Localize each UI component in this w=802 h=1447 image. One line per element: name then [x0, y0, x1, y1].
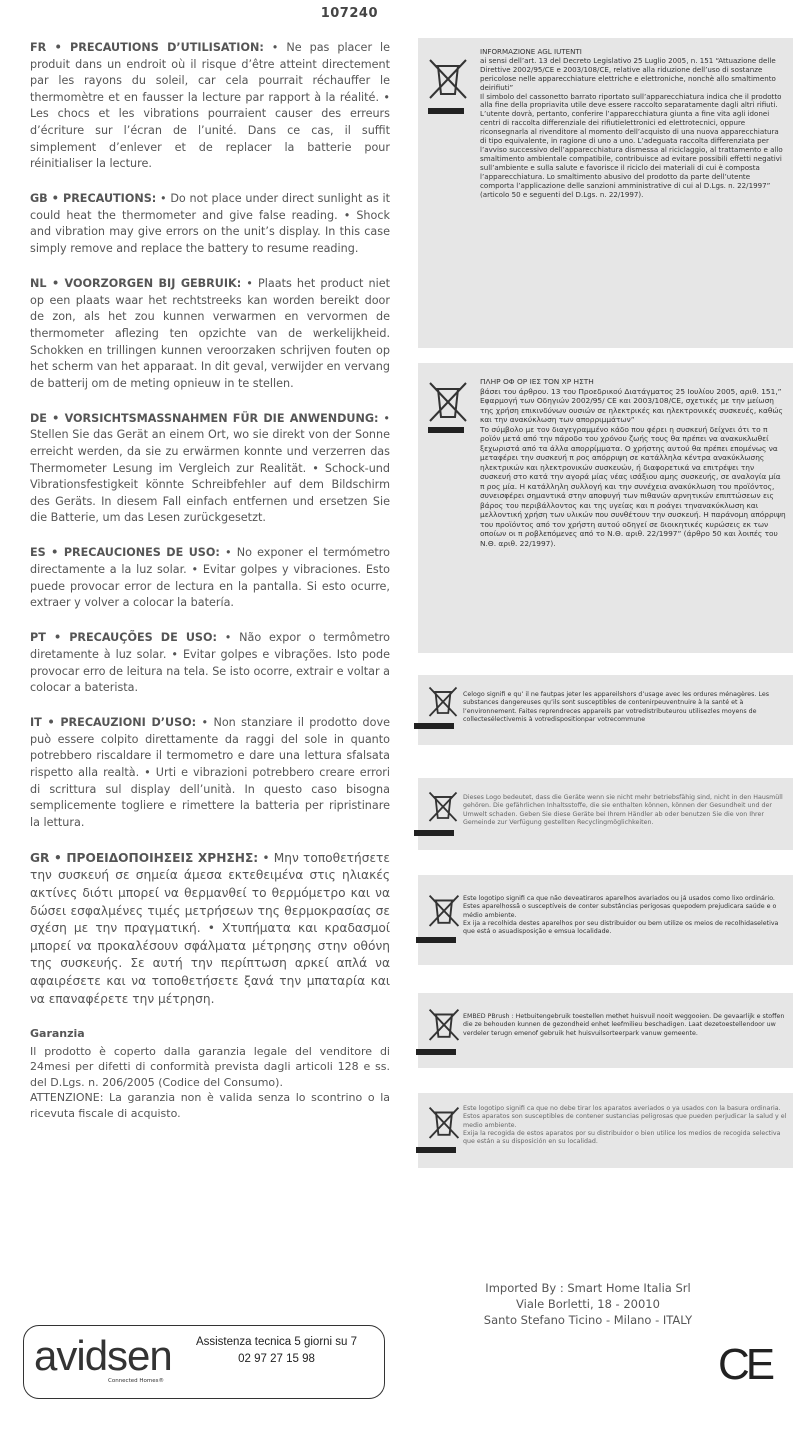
importer-info	[428, 1280, 748, 1328]
weee-text: Dieses Logo bedeutet, dass die Geräte wenn sie nicht mehr betriebsfähig sind, nicht in den Hausmüll gehören. Die gefährlichen Inhaltsstoffe, die sie enthalten können, können der Gesundheit und der Umwelt schaden. Geben Sie diese Geräte bei Ihrem Händler ab oder benutzen Sie die von Ihrer Gemeinde zur Verfügung gestellten Recyclingmöglichkeiten.	[463, 794, 783, 826]
section-it	[30, 715, 390, 831]
weee-bar	[416, 1049, 456, 1055]
section-heading: GR • ΠΡΟΕΙΔΟΠΟΙΗΣΕΙΣ ΧΡΗΣΗΣ:	[30, 850, 259, 865]
weee-bar	[414, 830, 454, 836]
brand-tagline: Connected Homes®	[108, 1378, 164, 1384]
section-de	[30, 411, 390, 527]
avidsen-logo: avidsen	[34, 1332, 172, 1379]
support-info	[174, 1334, 379, 1368]
weee-box-de	[418, 778, 793, 850]
importer-street: Viale Borletti, 18 - 20010	[516, 1297, 660, 1311]
crossed-bin-icon	[428, 1005, 460, 1043]
support-hours: Assistenza tecnica 5 giorni su 7	[195, 1336, 358, 1348]
weee-bar	[428, 427, 464, 433]
weee-text: Este logotipo signifi ca que no debe tirar los aparatos averiados o ya usados con la basura ordinaria. Estos aparatos son susceptibles de contener sustancias peligrosas que pueden perjudicar la salud y el medio ambiente. Exija la recogida de estos aparatos por su distribuidor o bien utilice los medios de recogida selectiva que están a su disposición en su localidad.	[463, 1105, 787, 1146]
weee-bar	[416, 937, 456, 943]
precautions-column	[30, 40, 390, 1122]
brand-support-box	[23, 1325, 385, 1399]
section-nl	[30, 276, 390, 392]
section-gb	[30, 191, 390, 257]
weee-box-it	[418, 38, 793, 348]
importer-name: Imported By : Smart Home Italia Srl	[485, 1281, 691, 1295]
section-text: • Ne pas placer le produit dans un endroit où il risque d’être atteint directement par les rayons du soleil, car cela pourrait réchauffer le thermomètre et en fausser la lecture par rapport à la réalité. • Les chocs et les vibrations pourraient causer des erreurs d’écriture sur l’écran de l’unité. Dans ce cas, il suffit simplement d’enlever et de replacer la batterie pour réinitialiser la lecture.	[30, 41, 391, 171]
section-es	[30, 545, 390, 611]
weee-box-pt	[418, 875, 793, 965]
section-heading: ES • PRECAUCIONES DE USO:	[30, 546, 220, 560]
warranty-notice: ATTENZIONE: La garanzia non è valida senza lo scontrino o la ricevuta fiscale di acquisto.	[30, 1091, 390, 1121]
section-heading: PT • PRECAUÇÕES DE USO:	[30, 631, 217, 645]
importer-city: Santo Stefano Ticino - Milano - ITALY	[483, 1313, 693, 1327]
weee-box-gr	[418, 363, 793, 653]
warranty-title: Garanzia	[30, 1026, 85, 1040]
support-phone: 02 97 27 15 98	[238, 1353, 315, 1365]
section-pt	[30, 630, 390, 696]
crossed-bin-icon	[428, 1103, 460, 1141]
weee-text: ΠΛΗΡ ΟΦ ΟΡ ΙΕΣ ΤΟΝ ΧΡ ΗΣΤΗ βάσει του άρθρου. 13 του Προεδρικού Διατάγματος 25 Ιουλίου 2005, αριθ. 151,” Εφαρμογή των Οδηγιών 2002/95/ CE και 2003/108/CE, σχετικές με την μείωση της χρήση επικινδύνων ουσιών σε ηλεκτρικές και ηλεκτρονικές συσκευές, καθώς και την ανακύκλωση των απορριμμάτων” Το σύμβολο με τον διαγεγραμμένο κάδο που φέρει η συσκευή δείχνει ότι το π ροϊόν μετά από την πάροδο του χρόνου ζωής τους θα πρέπει να ανακυκλωθεί ξεχωριστά από τα άλλα απορρίμματα. Ο χρήστης αυτού θα πρέπει επομένως να μεταφέρει την συσκευή π ρος απόρριψη σε κατάλληλα κέντρα ανακύκλωσης ηλεκτρικών και ηλεκτρονικών συσκευών, ή διαφορετικά να επιτρέψει την συσκευή στο κατά την αγορά μίας νέας ισάξιου αμης συσκευής, σε αναλογία μία π ρος μία. Η κατάλληλη συλλογή και την συνέχεια ανακύκλωση του προϊόντος, συνεισφέρει σημαντικά στην αποφυγή των πιθανών αρνητικών επιπτώσεων εις βάρος του περιβάλλοντος και της υγείας και π ροάγει τηνανακύκλωση και μελλοντική χρήση των υλικών που συνθέτουν την συσκευή. Η παράνομη απόρριψη του προϊόντος από τον χρήστη αυτού οδηγεί σε διοικητικές κυρώσεις εκ των οποίων οι π ροβλεπόμενες από το Ν.Θ. αριθ. 22/1997” (άρθρο 50 και λοιπές του Ν.Θ. αριθ. 22/1997).	[480, 377, 786, 548]
weee-box-nl	[418, 993, 793, 1068]
ce-mark: CE	[718, 1340, 772, 1389]
section-heading: IT • PRECAUZIONI D’USO:	[30, 716, 197, 730]
crossed-bin-icon	[428, 683, 458, 719]
crossed-bin-icon	[428, 56, 468, 100]
weee-bar	[428, 108, 464, 114]
weee-text: Celogo signifi e qu’ il ne fautpas jeter les appareilshors d’usage avec les ordures ménagères. Les substances dangereuses qu’ils sont susceptibles de contenirpeuventnuire à la santé et à l’environnement. Faites reprendreces appareils par votredistributeurou utilisezles moyens de collectesélectivemis à votredispositionpar votrecommune	[463, 691, 770, 723]
weee-text: Este logotipo signifi ca que não deveatiraros aparelhos avariados ou já usados como lixo ordinário. Estes aparelhossã o susceptíveis de conter substâncias perigosas quepodem prejudicara saúde e o médio ambiente. Ex ija a recolhida destes aparelhos por seu distribuidor ou bem utilize os meios de recolhidaseletiva que está o asuadisposição e emsua localidade.	[463, 895, 779, 936]
section-text: • Non stanziare il prodotto dove può essere colpito direttamente da raggi del sole in quanto potrebbero riscaldare il termometro e dare una lettura sfalsata rispetto alla realtà. • Urti e vibrazioni potrebbero creare errori di scrittura sul display dell’unità. In questo caso bisogna semplicemente togliere e rimettere la batteria per ripristinare la lettura.	[30, 716, 390, 829]
section-text: • No exponer el termómetro directamente a la luz solar. • Evitar golpes y vibraciones. Esto puede provocar error de lectura en la pantalla. Si esto ocurre, extraer y volver a colocar la batería.	[30, 546, 390, 610]
crossed-bin-icon	[428, 788, 458, 824]
section-heading: NL • VOORZORGEN BIJ GEBRUIK:	[30, 277, 242, 291]
weee-box-fr	[418, 675, 793, 745]
section-heading: DE • VORSICHTSMASSNAHMEN FÜR DIE ANWENDUNG:	[30, 411, 379, 425]
section-text: • Stellen Sie das Gerät an einem Ort, wo sie direkt von der Sonne erreicht werden, da sie zu erwärmen konnte und verzerren das Thermometer Lesung im Vergleich zur Realität. • Schock-und Vibrationsfestigkeit könnte Schreibfehler auf dem Bildschirm des Geräts. In diesem Fall einfach entfernen und ersetzen Sie die Batterie, um das Lesen zurückgesetzt.	[30, 411, 390, 525]
crossed-bin-icon	[428, 891, 460, 929]
weee-bar	[416, 1147, 456, 1153]
section-heading: FR • PRECAUTIONS D’UTILISATION:	[30, 41, 264, 54]
section-gr	[30, 850, 390, 1008]
product-code: 107240	[320, 6, 378, 21]
section-text: • Plaats het product niet op een plaats waar het rechtstreeks kan worden bereikt door de zon, als het zou kunnen verwarmen en vervormen de thermometer aflezing ten opzichte van de werkelijkheid. Schokken en trillingen kunnen veroorzaken schrijven fouten op het scherm van het apparaat. In dit geval, verwijder en vervang de batterij om de meting opnieuw in te stellen.	[30, 277, 390, 390]
section-text: • Do not place under direct sunlight as it could heat the thermometer and give false reading. • Shock and vibration may give errors on the unit’s display. In this case simply remove and replace the battery to resume reading.	[30, 192, 391, 256]
section-heading: GB • PRECAUTIONS:	[30, 192, 157, 206]
warranty-paragraph: Il prodotto è coperto dalla garanzia legale del venditore di 24mesi per difetti di conformità prevista dagli articoli 128 e ss. del D.Lgs. n. 206/2005 (Codice del Consumo).	[30, 1044, 390, 1089]
warranty-section	[30, 1027, 390, 1122]
section-text: • Μην τοποθετήσετε την συσκευή σε σημεία άμεσα εκτεθειμένα στις ηλιακές ακτίνες διότι μπορεί να θερμανθεί το θερμόμετρο και να δώσει εσφαλμένες τιμές μετρήσεων της θερμοκρασίας σε σχέση με την πραγματική. • Χτυπήματα και κραδασμοί μπορεί να προκαλέσουν σφάλματα μέτρησης στην οθόνη της συσκευής. Σε αυτή την περίπτωση αρκεί απλά να αφαιρέσετε και να τοποθετήσετε ξανά την μπαταρία και να επαναφέρετε την μέτρηση.	[30, 850, 390, 1006]
weee-text: INFORMAZIONE AGL IUTENTI ai sensi dell’art. 13 del Decreto Legislativo 25 Luglio 2005, n. 151 “Attuazione delle Direttive 2002/95/CE e 2003/108/CE, relative alla riduzione dell’uso di sostanze pericolose nelle apparecchiature elettriche e elettroniche, nonchè allo smaltimento deirifiuti” Il simbolo del cassonetto barrato riportato sull’apparecchiatura indica che il prodotto alla fine della propriavita utile deve essere raccolto separatamente dagli altri rifiuti. L’utente dovrà, pertanto, conferire l’apparecchiatura giunta a fine vita agli idonei centri di raccolta differenziale dei rifiutielettronici ed elettrotecnici, oppure riconsegnarla al rivenditore al momento dell’acquisto di una nuova apparecchiatura di tipo equivalente, in ragione di uno a uno. L’adeguata raccolta differenziata per l’avviso successivo dell’apparecchiatura dismessa al riciclaggio, al trattamento e allo smaltimento ambientale compatibile, contribuisce ad evitare possibili effetti negativi sull’ambiente e sulla salute e favorisce il riciclo dei materiali di cui è composta l’apparecchiatura. Lo smaltimento abusivo del prodotto da parte dell’utente comporta l’applicazione delle sanzioni amministrative di cui al D.Lgs. n. 22/1997” (articolo 50 e seguenti del D.Lgs. n. 22/1997).	[480, 47, 783, 199]
weee-bar	[414, 723, 454, 729]
crossed-bin-icon	[428, 379, 468, 423]
weee-box-es	[418, 1093, 793, 1168]
section-fr	[30, 40, 390, 173]
weee-text: EMBED PBrush : Hetbuitengebruik toestellen methet huisvuil nooit weggooien. De gevaarlijk e stoffen die ze behouden kunnen de gezondheid enhet leefmilieu beschadigen. Laat dezetoestellendoor uw verdeler terugn emenof gebruik het huisvuilsorteerpark vanuw gemeente.	[463, 1013, 785, 1037]
section-text: • Não expor o termômetro diretamente à luz solar. • Evitar golpes e vibrações. Isto pode provocar erro de leitura na tela. Se isto ocorre, extrair e voltar a colocar a bateristа.	[30, 631, 390, 695]
